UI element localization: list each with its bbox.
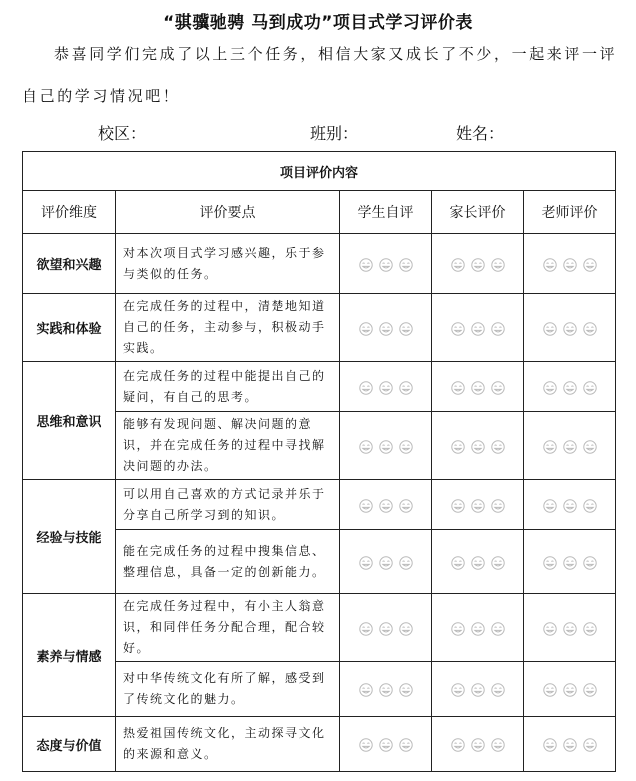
smiley-face-icon[interactable] [543, 738, 557, 752]
smiley-face-icon[interactable] [543, 440, 557, 454]
smiley-face-icon[interactable] [451, 556, 465, 570]
smiley-face-icon[interactable] [379, 683, 393, 697]
point-cell: 对本次项目式学习感兴趣，乐于参与类似的任务。 [116, 234, 340, 294]
smiley-face-icon[interactable] [359, 556, 373, 570]
table-row [23, 717, 616, 772]
smiley-face-icon[interactable] [563, 499, 577, 513]
evaluation-table [22, 151, 616, 772]
smiley-face-icon[interactable] [563, 322, 577, 336]
smiley-face-icon[interactable] [491, 440, 505, 454]
header-parent-eval: 家长评价 [432, 191, 524, 234]
smiley-face-icon[interactable] [491, 322, 505, 336]
rating-cell-self [340, 294, 432, 362]
header-self-eval: 学生自评 [340, 191, 432, 234]
rating-cell-self [340, 362, 432, 412]
smiley-face-icon[interactable] [543, 322, 557, 336]
rating-cell-teacher [524, 662, 616, 717]
smiley-face-icon[interactable] [379, 381, 393, 395]
point-cell: 可以用自己喜欢的方式记录并乐于分享自己所学习到的知识。 [116, 480, 340, 530]
smiley-face-icon[interactable] [359, 622, 373, 636]
rating-cell-teacher [524, 594, 616, 662]
header-teacher-eval: 老师评价 [524, 191, 616, 234]
campus-label: 校区： [98, 124, 147, 143]
smiley-face-icon[interactable] [491, 381, 505, 395]
smiley-face-icon[interactable] [563, 440, 577, 454]
smiley-face-icon[interactable] [563, 381, 577, 395]
smiley-face-icon[interactable] [451, 683, 465, 697]
table-row [23, 294, 616, 362]
rating-cell-parent [432, 662, 524, 717]
smiley-face-icon[interactable] [471, 622, 485, 636]
smiley-face-icon[interactable] [471, 322, 485, 336]
smiley-face-icon[interactable] [583, 556, 597, 570]
point-cell: 能够有发现问题、解决问题的意识，并在完成任务的过程中寻找解决问题的办法。 [116, 412, 340, 480]
header-dimension: 评价维度 [23, 191, 116, 234]
smiley-face-icon[interactable] [379, 440, 393, 454]
smiley-face-icon[interactable] [471, 258, 485, 272]
smiley-face-icon[interactable] [399, 258, 413, 272]
smiley-face-icon[interactable] [583, 622, 597, 636]
smiley-face-icon[interactable] [359, 381, 373, 395]
smiley-face-icon[interactable] [399, 381, 413, 395]
smiley-face-icon[interactable] [583, 322, 597, 336]
smiley-face-icon[interactable] [583, 381, 597, 395]
smiley-face-icon[interactable] [379, 258, 393, 272]
smiley-face-icon[interactable] [563, 622, 577, 636]
smiley-face-icon[interactable] [543, 683, 557, 697]
smiley-face-icon[interactable] [491, 556, 505, 570]
rating-cell-parent [432, 530, 524, 594]
smiley-face-icon[interactable] [379, 556, 393, 570]
smiley-face-icon[interactable] [379, 738, 393, 752]
dimension-cell: 欲望和兴趣 [23, 234, 116, 294]
smiley-face-icon[interactable] [451, 738, 465, 752]
rating-cell-teacher [524, 362, 616, 412]
smiley-face-icon[interactable] [563, 683, 577, 697]
smiley-face-icon[interactable] [583, 683, 597, 697]
smiley-face-icon[interactable] [399, 322, 413, 336]
dimension-cell: 实践和体验 [23, 294, 116, 362]
smiley-face-icon[interactable] [491, 499, 505, 513]
smiley-face-icon[interactable] [543, 622, 557, 636]
smiley-face-icon[interactable] [491, 683, 505, 697]
smiley-face-icon[interactable] [491, 258, 505, 272]
rating-cell-self [340, 234, 432, 294]
rating-cell-teacher [524, 294, 616, 362]
smiley-face-icon[interactable] [543, 499, 557, 513]
smiley-face-icon[interactable] [543, 381, 557, 395]
smiley-face-icon[interactable] [379, 322, 393, 336]
smiley-face-icon[interactable] [543, 258, 557, 272]
rating-cell-parent [432, 362, 524, 412]
smiley-face-icon[interactable] [451, 322, 465, 336]
smiley-face-icon[interactable] [379, 622, 393, 636]
smiley-face-icon[interactable] [451, 381, 465, 395]
rating-cell-parent [432, 234, 524, 294]
rating-cell-teacher [524, 412, 616, 480]
dimension-cell: 素养与情感 [23, 594, 116, 717]
rating-cell-teacher [524, 530, 616, 594]
rating-cell-teacher [524, 717, 616, 772]
smiley-face-icon[interactable] [583, 499, 597, 513]
smiley-face-icon[interactable] [359, 738, 373, 752]
smiley-face-icon[interactable] [471, 556, 485, 570]
intro-line-2: 自己的学习情况吧！ [22, 87, 181, 105]
rating-cell-parent [432, 480, 524, 530]
smiley-face-icon[interactable] [451, 258, 465, 272]
point-cell: 对中华传统文化有所了解，感受到了传统文化的魅力。 [116, 662, 340, 717]
point-cell: 在完成任务过程中，有小主人翁意识，和同伴任务分配合理，配合较好。 [116, 594, 340, 662]
header-points: 评价要点 [116, 191, 340, 234]
dimension-cell: 态度与价值 [23, 717, 116, 772]
table-row [23, 594, 616, 662]
smiley-face-icon[interactable] [451, 622, 465, 636]
smiley-face-icon[interactable] [451, 440, 465, 454]
name-label: 姓名： [456, 124, 505, 143]
smiley-face-icon[interactable] [399, 440, 413, 454]
class-label: 班别： [310, 124, 359, 143]
rating-cell-self [340, 594, 432, 662]
dimension-cell: 经验与技能 [23, 480, 116, 594]
point-cell: 热爱祖国传统文化，主动探寻文化的来源和意义。 [116, 717, 340, 772]
smiley-face-icon[interactable] [543, 556, 557, 570]
rating-cell-teacher [524, 480, 616, 530]
smiley-face-icon[interactable] [471, 440, 485, 454]
smiley-face-icon[interactable] [471, 381, 485, 395]
smiley-face-icon[interactable] [491, 622, 505, 636]
point-cell: 能在完成任务的过程中搜集信息、整理信息，具备一定的创新能力。 [116, 530, 340, 594]
smiley-face-icon[interactable] [583, 738, 597, 752]
rating-cell-teacher [524, 234, 616, 294]
smiley-face-icon[interactable] [583, 258, 597, 272]
rating-cell-parent [432, 717, 524, 772]
table-row [23, 480, 616, 530]
intro-line-1: 恭喜同学们完成了以上三个任务，相信大家又成长了不少，一起来评一评 [54, 45, 618, 63]
table-main-header: 项目评价内容 [23, 152, 616, 191]
smiley-face-icon[interactable] [359, 258, 373, 272]
smiley-face-icon[interactable] [359, 440, 373, 454]
rating-cell-parent [432, 294, 524, 362]
smiley-face-icon[interactable] [583, 440, 597, 454]
point-cell: 在完成任务的过程中能提出自己的疑问，有自己的思考。 [116, 362, 340, 412]
rating-cell-self [340, 480, 432, 530]
table-row [23, 362, 616, 412]
smiley-face-icon[interactable] [399, 738, 413, 752]
rating-cell-self [340, 717, 432, 772]
smiley-face-icon[interactable] [359, 683, 373, 697]
smiley-face-icon[interactable] [471, 738, 485, 752]
rating-cell-self [340, 530, 432, 594]
smiley-face-icon[interactable] [399, 499, 413, 513]
page-title: “骐骥驰骋 马到成功”项目式学习评价表 [163, 13, 473, 33]
smiley-face-icon[interactable] [399, 556, 413, 570]
smiley-face-icon[interactable] [399, 622, 413, 636]
smiley-face-icon[interactable] [471, 499, 485, 513]
point-cell: 在完成任务的过程中，清楚地知道自己的任务，主动参与，积极动手实践。 [116, 294, 340, 362]
smiley-face-icon[interactable] [563, 258, 577, 272]
dimension-cell: 思维和意识 [23, 362, 116, 480]
smiley-face-icon[interactable] [451, 499, 465, 513]
smiley-face-icon[interactable] [563, 738, 577, 752]
rating-cell-parent [432, 594, 524, 662]
rating-cell-parent [432, 412, 524, 480]
rating-cell-self [340, 412, 432, 480]
smiley-face-icon[interactable] [359, 322, 373, 336]
smiley-face-icon[interactable] [359, 499, 373, 513]
smiley-face-icon[interactable] [563, 556, 577, 570]
rating-cell-self [340, 662, 432, 717]
table-row [23, 234, 616, 294]
smiley-face-icon[interactable] [491, 738, 505, 752]
smiley-face-icon[interactable] [399, 683, 413, 697]
smiley-face-icon[interactable] [471, 683, 485, 697]
smiley-face-icon[interactable] [379, 499, 393, 513]
